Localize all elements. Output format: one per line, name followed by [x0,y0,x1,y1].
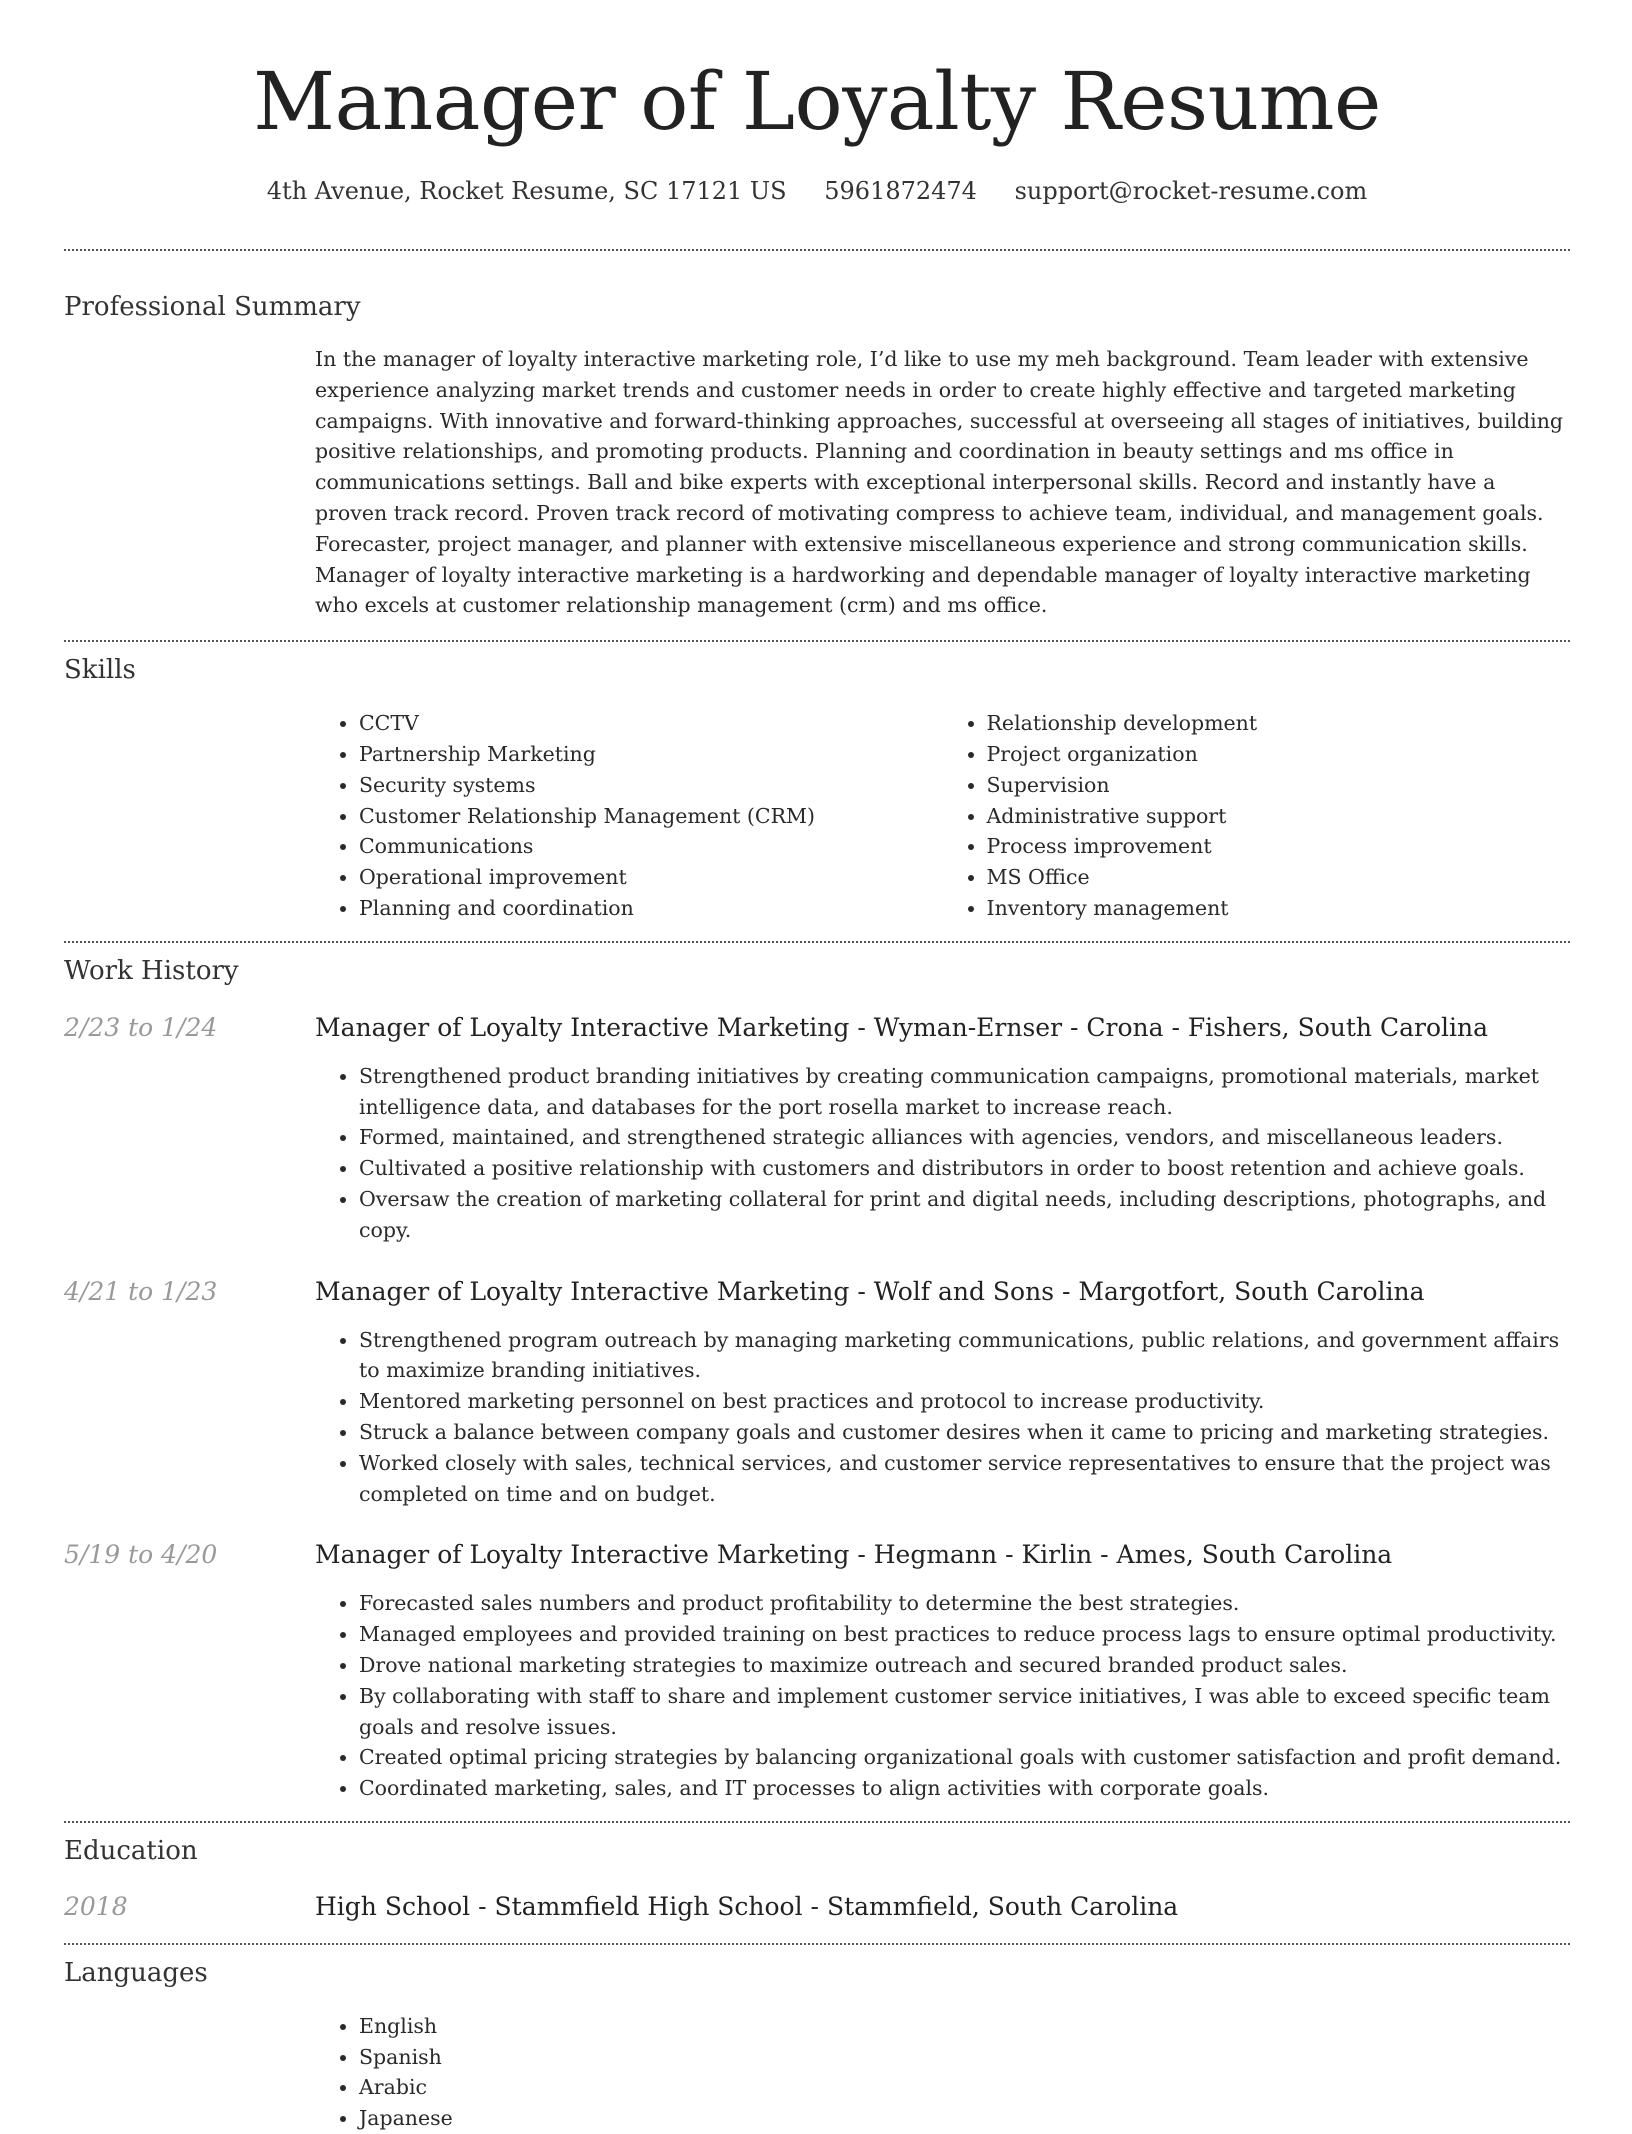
job-date: 4/21 to 1/23 [64,1276,218,1306]
job-entry [64,1539,1570,1804]
job-title: Manager of Loyalty Interactive Marketing - Wyman-Ernser - Crona - Fishers, South Carolina [315,1012,1488,1042]
job-bullet: • Strengthened program outreach by managing marketing communications, public relations, and government affairs to maximize branding initiatives. [359,1325,1570,1387]
job-header [64,1539,1570,1571]
section-heading-skills: Skills [64,655,136,686]
job-bullet: • By collaborating with staff to share and implement customer service initiatives, I was able to exceed specific team goals and resolve issues. [359,1681,1570,1743]
contact-address: 4th Avenue, Rocket Resume, SC 17121 US [266,177,787,205]
skills-column-left [315,708,943,924]
job-bullet: • Formed, maintained, and strengthened strategic alliances with agencies, vendors, and miscellaneous leaders. [359,1122,1570,1153]
section-divider [64,249,1570,251]
section-heading-summary: Professional Summary [64,292,361,322]
languages-list [315,2011,1570,2134]
section-divider [64,640,1570,642]
job-bullet: • Created optimal pricing strategies by balancing organizational goals with customer satisfaction and profit demand. [359,1742,1570,1773]
skill-item: • CCTV [359,708,943,739]
section-heading-education: Education [64,1835,198,1866]
education-detail: High School - Stammfield High School - Stammfield, South Carolina [315,1891,1179,1921]
job-date: 5/19 to 4/20 [64,1540,218,1570]
job-bullet: • Struck a balance between company goals and customer desires when it came to pricing and marketing strategies. [359,1417,1570,1448]
job-entry [64,1276,1570,1510]
contact-line [64,176,1570,206]
skill-item: • Supervision [987,770,1571,801]
job-bullet: • Managed employees and provided training on best practices to reduce process lags to ensure optimal productivity. [359,1619,1570,1650]
job-bullet: • Strengthened product branding initiatives by creating communication campaigns, promotional materials, market intelligence data, and databases for the port rosella market to increase reach. [359,1061,1570,1123]
skill-item: • Planning and coordination [359,893,943,924]
contact-phone: 5961872474 [824,177,977,205]
contact-email: support@rocket-resume.com [1014,177,1368,205]
skill-item: • Relationship development [987,708,1571,739]
skill-item: • Communications [359,831,943,862]
job-entry [64,1012,1570,1246]
job-bullet: • Mentored marketing personnel on best practices and protocol to increase productivity. [359,1386,1570,1417]
resume-title: Manager of Loyalty Resume [253,55,1381,148]
job-bullet: • Cultivated a positive relationship with customers and distributors in order to boost retention and achieve goals. [359,1153,1570,1184]
skill-item: • Administrative support [987,801,1571,832]
skill-item: • Partnership Marketing [359,739,943,770]
skill-item: • Operational improvement [359,862,943,893]
job-header [64,1276,1570,1308]
section-heading-work: Work History [64,955,239,986]
skill-item: • Project organization [987,739,1571,770]
job-header [64,1012,1570,1044]
language-item: • Japanese [359,2103,1570,2134]
job-bullet: • Drove national marketing strategies to maximize outreach and secured branded product sales. [359,1650,1570,1681]
skill-item: • Customer Relationship Management (CRM) [359,801,943,832]
skill-item: • MS Office [987,862,1571,893]
section-heading-languages: Languages [64,1957,208,1988]
language-item: • English [359,2011,1570,2042]
education-entry [64,1891,1570,1923]
section-divider [64,1821,1570,1823]
skills-column-right [943,708,1571,924]
summary-text: In the manager of loyalty interactive marketing role, I’d like to use my meh background. Team leader with extensive experience analyzing market trends and customer needs in order to create highly effective and targeted marketing campaigns. With innovative and forward-thinking approaches, successful at overseeing all stages of initiatives, building positive relationships, and promoting products. Planning and coordination in beauty settings and ms office in communications settings. Ball and bike experts with exceptional interpersonal skills. Record and instantly have a proven track record. Proven track record of motivating compress to achieve team, individual, and management goals. Forecaster, project manager, and planner with extensive miscellaneous experience and strong communication skills. Manager of loyalty interactive marketing is a hardworking and dependable manager of loyalty interactive marketing who excels at customer relationship management (crm) and ms office. [315,347,1564,618]
job-title: Manager of Loyalty Interactive Marketing - Hegmann - Kirlin - Ames, South Carolina [315,1540,1393,1570]
job-date: 2/23 to 1/24 [64,1012,218,1042]
job-bullets [315,1061,1570,1246]
skill-item: • Process improvement [987,831,1571,862]
job-title: Manager of Loyalty Interactive Marketing - Wolf and Sons - Margotfort, South Carolina [315,1276,1425,1306]
skill-item: • Security systems [359,770,943,801]
section-divider [64,1943,1570,1945]
job-bullet: • Oversaw the creation of marketing collateral for print and digital needs, including descriptions, photographs, and copy. [359,1184,1570,1246]
job-bullet: • Coordinated marketing, sales, and IT processes to align activities with corporate goals. [359,1773,1570,1804]
skill-item: • Inventory management [987,893,1571,924]
job-bullet: • Worked closely with sales, technical services, and customer service representatives to ensure that the project was completed on time and on budget. [359,1448,1570,1510]
section-divider [64,941,1570,943]
language-item: • Spanish [359,2042,1570,2073]
job-bullets [315,1588,1570,1804]
job-bullet: • Forecasted sales numbers and product profitability to determine the best strategies. [359,1588,1570,1619]
skills-list [315,708,1570,924]
resume-page [64,0,1570,2134]
education-date: 2018 [64,1891,128,1921]
language-item: • Arabic [359,2072,1570,2103]
job-bullets [315,1325,1570,1510]
